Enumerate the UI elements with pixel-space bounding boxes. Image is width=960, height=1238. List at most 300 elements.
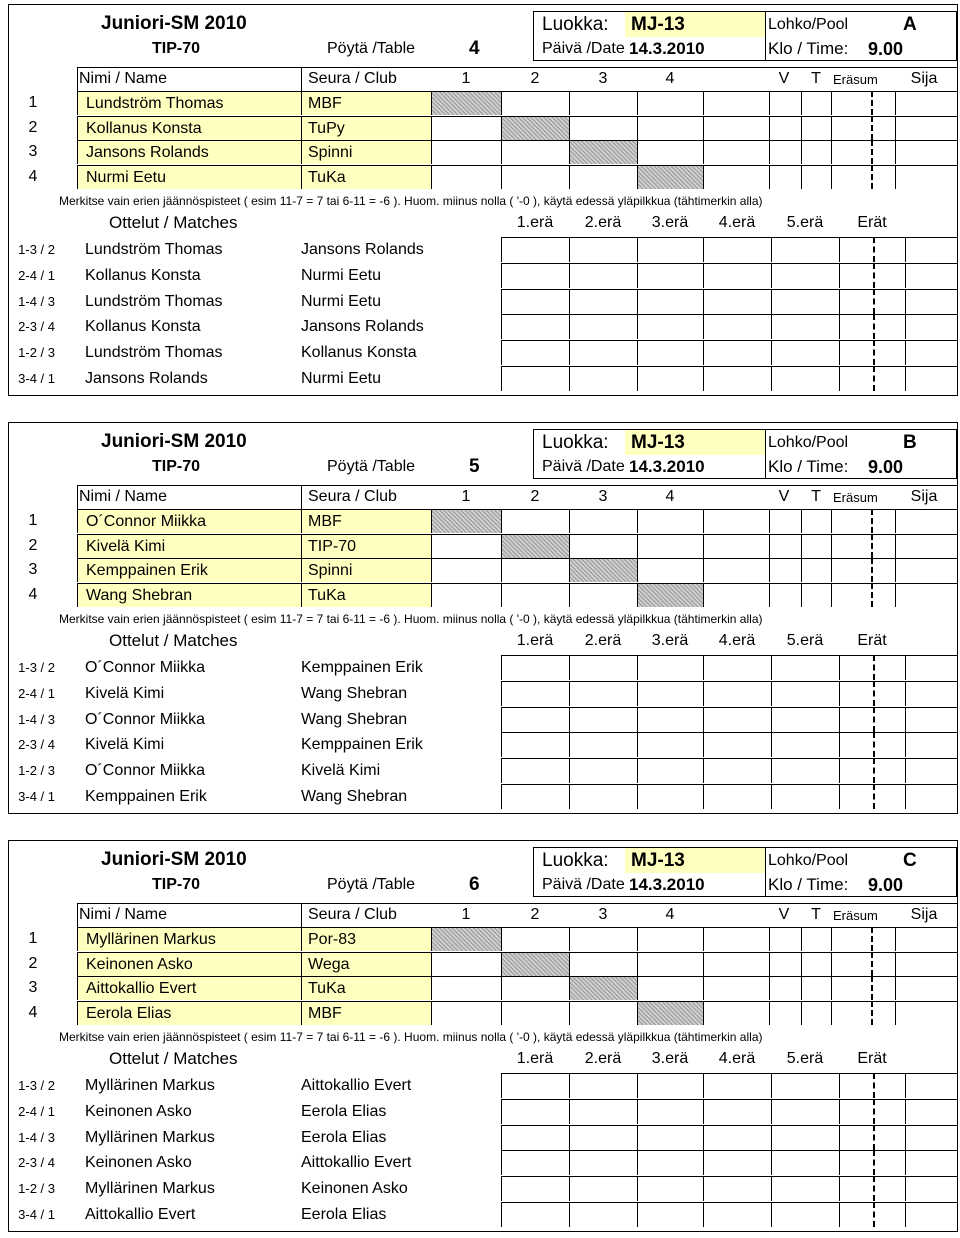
player-name[interactable]: Lundström Thomas	[77, 91, 301, 115]
date-value: 14.3.2010	[625, 455, 765, 479]
player-name[interactable]: Kemppainen Erik	[77, 558, 301, 582]
sets-lost-cell[interactable]	[873, 1202, 905, 1227]
set-score-cell[interactable]	[501, 732, 569, 757]
set-score-cell[interactable]	[637, 314, 703, 339]
sets-lost-cell[interactable]	[873, 340, 905, 365]
sets-lost-cell[interactable]	[873, 237, 905, 262]
sets-won-cell[interactable]	[839, 707, 873, 732]
losses-cell[interactable]	[801, 165, 831, 189]
sets-won-cell[interactable]	[839, 366, 873, 391]
class-value[interactable]: MJ-13	[625, 847, 765, 873]
blank-cell	[905, 1073, 957, 1098]
rank-cell[interactable]	[895, 952, 957, 976]
match-code: 3-4 / 1	[18, 789, 55, 804]
set-score-cell[interactable]	[501, 237, 569, 262]
set-score-cell[interactable]	[637, 784, 703, 809]
rank-cell[interactable]	[895, 1001, 957, 1025]
sets-won-cell[interactable]	[839, 1202, 873, 1227]
losses-cell[interactable]	[801, 534, 831, 558]
set-score-cell[interactable]	[569, 732, 637, 757]
set-score-cell[interactable]	[703, 1099, 771, 1124]
score-cell[interactable]	[501, 927, 569, 951]
score-cell[interactable]	[637, 140, 703, 164]
player-club[interactable]: Wega	[301, 952, 431, 976]
player-club[interactable]: TuKa	[301, 165, 431, 189]
score-cell[interactable]	[569, 952, 637, 976]
set-score-cell[interactable]	[637, 1150, 703, 1175]
sets-won-cell[interactable]	[839, 237, 873, 262]
set-score-cell[interactable]	[569, 289, 637, 314]
sets-lost-cell[interactable]	[873, 263, 905, 288]
set-score-cell[interactable]	[703, 1150, 771, 1175]
set-sum-for-cell[interactable]	[831, 1001, 871, 1025]
score-cell[interactable]	[501, 558, 569, 582]
match-row	[9, 784, 957, 809]
set-score-cell[interactable]	[703, 340, 771, 365]
class-label: Luokka:	[533, 429, 625, 455]
score-cell[interactable]	[501, 509, 569, 533]
blank-cell	[703, 534, 769, 558]
set-score-cell[interactable]	[703, 289, 771, 314]
set-score-cell[interactable]	[501, 289, 569, 314]
losses-cell[interactable]	[801, 116, 831, 140]
score-cell[interactable]	[501, 976, 569, 1000]
wins-cell[interactable]	[769, 165, 801, 189]
set-score-cell[interactable]	[501, 758, 569, 783]
sets-won-cell[interactable]	[839, 758, 873, 783]
match-code: 1-3 / 2	[18, 1078, 55, 1093]
set-sum-against-cell[interactable]	[871, 534, 895, 558]
set-score-cell[interactable]	[569, 237, 637, 262]
matches-header-row	[9, 211, 957, 235]
player-club[interactable]: TIP-70	[301, 534, 431, 558]
player-row	[9, 927, 957, 951]
set-sum-for-cell[interactable]	[831, 509, 871, 533]
player-name[interactable]: Kollanus Konsta	[77, 116, 301, 140]
player-row	[9, 116, 957, 140]
set-score-cell[interactable]	[771, 655, 839, 680]
set-sum-against-cell[interactable]	[871, 509, 895, 533]
losses-cell[interactable]	[801, 558, 831, 582]
wins-cell[interactable]	[769, 534, 801, 558]
set-score-cell[interactable]	[637, 1125, 703, 1150]
set-score-cell[interactable]	[569, 1099, 637, 1124]
set-score-cell[interactable]	[501, 1176, 569, 1201]
set-score-cell[interactable]	[703, 732, 771, 757]
sets-won-cell[interactable]	[839, 1099, 873, 1124]
player-number: 1	[28, 930, 38, 947]
time-label: Klo / Time:	[765, 873, 865, 897]
wins-cell[interactable]	[769, 91, 801, 115]
player-name[interactable]: Eerola Elias	[77, 1001, 301, 1025]
sets-lost-cell[interactable]	[873, 1099, 905, 1124]
note-row	[9, 192, 957, 210]
set-score-cell[interactable]	[569, 758, 637, 783]
match-player-2: Wang Shebran	[301, 684, 408, 702]
sets-won-cell[interactable]	[839, 732, 873, 757]
info-row	[9, 873, 957, 897]
score-cell[interactable]	[501, 91, 569, 115]
set-score-cell[interactable]	[771, 1176, 839, 1201]
set-sum-for-cell[interactable]	[831, 116, 871, 140]
blocked-score-cell	[637, 165, 703, 189]
player-club[interactable]: Por-83	[301, 927, 431, 951]
sets-won-cell[interactable]	[839, 1125, 873, 1150]
set-score-cell[interactable]	[637, 732, 703, 757]
set-score-cell[interactable]	[569, 340, 637, 365]
set-score-cell[interactable]	[501, 1073, 569, 1098]
set-sum-for-cell[interactable]	[831, 927, 871, 951]
set-sum-for-cell[interactable]	[831, 140, 871, 164]
class-value[interactable]: MJ-13	[625, 429, 765, 455]
set-score-cell[interactable]	[703, 681, 771, 706]
set-sum-against-cell[interactable]	[871, 976, 895, 1000]
score-cell[interactable]	[569, 583, 637, 607]
score-cell[interactable]	[431, 952, 501, 976]
rank-cell[interactable]	[895, 116, 957, 140]
sets-lost-cell[interactable]	[873, 707, 905, 732]
set-score-cell[interactable]	[771, 1125, 839, 1150]
set-score-cell[interactable]	[501, 681, 569, 706]
set-score-cell[interactable]	[637, 237, 703, 262]
score-cell[interactable]	[569, 509, 637, 533]
blocked-score-cell	[431, 91, 501, 115]
player-club[interactable]: MBF	[301, 91, 431, 115]
set-sum-for-cell[interactable]	[831, 534, 871, 558]
class-value[interactable]: MJ-13	[625, 11, 765, 37]
set-score-cell[interactable]	[771, 784, 839, 809]
player-club[interactable]: MBF	[301, 509, 431, 533]
set-score-cell[interactable]	[703, 366, 771, 391]
player-name[interactable]: Myllärinen Markus	[77, 927, 301, 951]
set-score-cell[interactable]	[637, 263, 703, 288]
set-score-cell[interactable]	[569, 1202, 637, 1227]
sets-won-cell[interactable]	[839, 314, 873, 339]
rank-cell[interactable]	[895, 509, 957, 533]
sets-won-cell[interactable]	[839, 1150, 873, 1175]
player-club[interactable]: TuKa	[301, 583, 431, 607]
losses-cell[interactable]	[801, 1001, 831, 1025]
set-score-cell[interactable]	[569, 263, 637, 288]
score-cell[interactable]	[637, 558, 703, 582]
set-sum-against-cell[interactable]	[871, 558, 895, 582]
set-score-cell[interactable]	[771, 732, 839, 757]
score-cell[interactable]	[501, 1001, 569, 1025]
losses-cell[interactable]	[801, 509, 831, 533]
losses-cell[interactable]	[801, 952, 831, 976]
player-name[interactable]: Keinonen Asko	[77, 952, 301, 976]
score-cell[interactable]	[637, 952, 703, 976]
rank-cell[interactable]	[895, 140, 957, 164]
losses-cell[interactable]	[801, 140, 831, 164]
match-player-2: Aittokallio Evert	[301, 1154, 412, 1172]
rank-cell[interactable]	[895, 534, 957, 558]
score-cell[interactable]	[637, 509, 703, 533]
score-cell[interactable]	[637, 116, 703, 140]
sets-lost-cell[interactable]	[873, 1125, 905, 1150]
sets-won-cell[interactable]	[839, 655, 873, 680]
set-sum-against-cell[interactable]	[871, 1001, 895, 1025]
set-score-cell[interactable]	[703, 1202, 771, 1227]
rank-cell[interactable]	[895, 558, 957, 582]
set-score-cell[interactable]	[501, 314, 569, 339]
score-cell[interactable]	[637, 91, 703, 115]
wins-cell[interactable]	[769, 509, 801, 533]
sets-lost-cell[interactable]	[873, 314, 905, 339]
player-club[interactable]: Spinni	[301, 558, 431, 582]
player-row	[9, 534, 957, 558]
score-cell[interactable]	[431, 558, 501, 582]
set-score-cell[interactable]	[569, 655, 637, 680]
class-label: Luokka:	[533, 11, 625, 37]
sets-won-cell[interactable]	[839, 1073, 873, 1098]
score-cell[interactable]	[431, 534, 501, 558]
set-score-cell[interactable]	[771, 289, 839, 314]
rank-cell[interactable]	[895, 91, 957, 115]
set-score-cell[interactable]	[771, 366, 839, 391]
sets-lost-cell[interactable]	[873, 1073, 905, 1098]
set-score-cell[interactable]	[637, 366, 703, 391]
set-score-cell[interactable]	[637, 707, 703, 732]
score-cell[interactable]	[431, 165, 501, 189]
rank-cell[interactable]	[895, 583, 957, 607]
losses-cell[interactable]	[801, 583, 831, 607]
set-score-cell[interactable]	[771, 1099, 839, 1124]
set-score-cell[interactable]	[501, 1150, 569, 1175]
set-score-cell[interactable]	[637, 758, 703, 783]
set-score-cell[interactable]	[569, 707, 637, 732]
sets-won-cell[interactable]	[839, 263, 873, 288]
set-score-cell[interactable]	[501, 655, 569, 680]
set-sum-against-cell[interactable]	[871, 165, 895, 189]
sets-won-cell[interactable]	[839, 289, 873, 314]
set-score-cell[interactable]	[703, 655, 771, 680]
name-col-header: Nimi / Name	[79, 488, 168, 505]
set-score-cell[interactable]	[569, 1073, 637, 1098]
wins-cell[interactable]	[769, 558, 801, 582]
sets-won-cell[interactable]	[839, 784, 873, 809]
set-sum-for-cell[interactable]	[831, 976, 871, 1000]
set-sum-for-cell[interactable]	[831, 165, 871, 189]
set-score-cell[interactable]	[771, 758, 839, 783]
sets-lost-cell[interactable]	[873, 655, 905, 680]
set-sum-against-cell[interactable]	[871, 927, 895, 951]
losses-cell[interactable]	[801, 927, 831, 951]
sets-lost-cell[interactable]	[873, 784, 905, 809]
match-player-1: Myllärinen Markus	[85, 1128, 215, 1146]
t-col: T	[811, 488, 821, 505]
losses-cell[interactable]	[801, 91, 831, 115]
sets-won-cell[interactable]	[839, 1176, 873, 1201]
set-score-cell[interactable]	[771, 1073, 839, 1098]
set-score-cell[interactable]	[637, 681, 703, 706]
set-score-cell[interactable]	[703, 1125, 771, 1150]
rank-cell[interactable]	[895, 165, 957, 189]
set-sum-for-cell[interactable]	[831, 91, 871, 115]
rank-cell[interactable]	[895, 927, 957, 951]
name-col-header: Nimi / Name	[79, 906, 168, 923]
wins-cell[interactable]	[769, 976, 801, 1000]
set-score-cell[interactable]	[501, 340, 569, 365]
set-score-cell[interactable]	[703, 707, 771, 732]
player-name[interactable]: Jansons Rolands	[77, 140, 301, 164]
set-score-cell[interactable]	[771, 1202, 839, 1227]
set-score-cell[interactable]	[569, 366, 637, 391]
set-score-cell[interactable]	[637, 340, 703, 365]
set-score-cell[interactable]	[771, 1150, 839, 1175]
match-row	[9, 340, 957, 365]
set-score-cell[interactable]	[501, 1202, 569, 1227]
player-club[interactable]: MBF	[301, 1001, 431, 1025]
set-score-cell[interactable]	[703, 784, 771, 809]
match-player-1: Aittokallio Evert	[85, 1206, 196, 1223]
set-sum-for-cell[interactable]	[831, 583, 871, 607]
set-score-cell[interactable]	[703, 1073, 771, 1098]
wins-cell[interactable]	[769, 583, 801, 607]
score-cell[interactable]	[569, 116, 637, 140]
set3-col: 3.erä	[651, 214, 689, 231]
player-name[interactable]: Aittokallio Evert	[77, 976, 301, 1000]
set-sum-for-cell[interactable]	[831, 952, 871, 976]
set-score-cell[interactable]	[569, 1176, 637, 1201]
set-score-cell[interactable]	[501, 1099, 569, 1124]
player-row	[9, 558, 957, 582]
info-row	[9, 455, 957, 479]
set-score-cell[interactable]	[771, 237, 839, 262]
set-score-cell[interactable]	[637, 655, 703, 680]
losses-cell[interactable]	[801, 976, 831, 1000]
time-label: Klo / Time:	[765, 37, 865, 61]
set-score-cell[interactable]	[771, 340, 839, 365]
player-row	[9, 976, 957, 1000]
set-score-cell[interactable]	[637, 1099, 703, 1124]
set-score-cell[interactable]	[569, 681, 637, 706]
match-row	[9, 1073, 957, 1098]
col-3: 3	[598, 70, 608, 87]
score-cell[interactable]	[569, 1001, 637, 1025]
set-score-cell[interactable]	[637, 289, 703, 314]
score-cell[interactable]	[637, 976, 703, 1000]
set-score-cell[interactable]	[569, 1125, 637, 1150]
player-row	[9, 91, 957, 115]
set-sum-against-cell[interactable]	[871, 116, 895, 140]
set-score-cell[interactable]	[703, 758, 771, 783]
pool-value: A	[875, 11, 957, 37]
set-score-cell[interactable]	[637, 1176, 703, 1201]
score-cell[interactable]	[569, 91, 637, 115]
player-club[interactable]: TuPy	[301, 116, 431, 140]
match-player-2: Aittokallio Evert	[301, 1077, 412, 1094]
set-score-cell[interactable]	[703, 314, 771, 339]
set-score-cell[interactable]	[501, 366, 569, 391]
wins-cell[interactable]	[769, 927, 801, 951]
set-sum-against-cell[interactable]	[871, 583, 895, 607]
score-cell[interactable]	[431, 583, 501, 607]
score-cell[interactable]	[431, 1001, 501, 1025]
note-row	[9, 1028, 957, 1046]
score-cell[interactable]	[501, 140, 569, 164]
wins-cell[interactable]	[769, 1001, 801, 1025]
match-row	[9, 681, 957, 706]
player-name[interactable]: Kivelä Kimi	[77, 534, 301, 558]
set-score-cell[interactable]	[637, 1073, 703, 1098]
wins-cell[interactable]	[769, 116, 801, 140]
set-sum-against-cell[interactable]	[871, 140, 895, 164]
set-score-cell[interactable]	[703, 237, 771, 262]
match-player-1: Kollanus Konsta	[85, 318, 201, 336]
sets-lost-cell[interactable]	[873, 681, 905, 706]
score-cell[interactable]	[501, 583, 569, 607]
set-score-cell[interactable]	[569, 784, 637, 809]
score-cell[interactable]	[431, 976, 501, 1000]
sets-lost-cell[interactable]	[873, 366, 905, 391]
blank-cell	[905, 681, 957, 706]
score-cell[interactable]	[431, 116, 501, 140]
player-name[interactable]: O´Connor Miikka	[77, 509, 301, 533]
score-cell[interactable]	[569, 927, 637, 951]
sets-lost-cell[interactable]	[873, 289, 905, 314]
score-cell[interactable]	[501, 165, 569, 189]
set-score-cell[interactable]	[771, 314, 839, 339]
set-sum-against-cell[interactable]	[871, 952, 895, 976]
sets-won-cell[interactable]	[839, 681, 873, 706]
sets-total-col: Erät	[857, 1050, 887, 1067]
match-row	[9, 732, 957, 757]
set-score-cell[interactable]	[569, 314, 637, 339]
set-score-cell[interactable]	[703, 1176, 771, 1201]
score-cell[interactable]	[569, 165, 637, 189]
set-score-cell[interactable]	[771, 263, 839, 288]
set-score-cell[interactable]	[771, 681, 839, 706]
t-col: T	[811, 70, 821, 87]
rank-col: Sija	[910, 906, 938, 923]
set-score-cell[interactable]	[501, 1125, 569, 1150]
set-score-cell[interactable]	[703, 263, 771, 288]
set-score-cell[interactable]	[501, 784, 569, 809]
set-score-cell[interactable]	[569, 1150, 637, 1175]
sets-won-cell[interactable]	[839, 340, 873, 365]
set-sum-against-cell[interactable]	[871, 91, 895, 115]
set-score-cell[interactable]	[637, 1202, 703, 1227]
blank-cell	[703, 583, 769, 607]
wins-cell[interactable]	[769, 952, 801, 976]
score-cell[interactable]	[569, 534, 637, 558]
sets-lost-cell[interactable]	[873, 1150, 905, 1175]
player-row	[9, 583, 957, 607]
sets-lost-cell[interactable]	[873, 1176, 905, 1201]
title-row	[9, 847, 957, 873]
score-cell[interactable]	[431, 140, 501, 164]
player-club[interactable]: TuKa	[301, 976, 431, 1000]
set-sum-for-cell[interactable]	[831, 558, 871, 582]
score-cell[interactable]	[637, 534, 703, 558]
match-player-1: Keinonen Asko	[85, 1102, 192, 1120]
set5-col: 5.erä	[786, 632, 824, 649]
match-row	[9, 655, 957, 680]
set1-col: 1.erä	[516, 632, 554, 649]
player-name[interactable]: Wang Shebran	[77, 583, 301, 607]
set-score-cell[interactable]	[771, 707, 839, 732]
sets-lost-cell[interactable]	[873, 758, 905, 783]
wins-cell[interactable]	[769, 140, 801, 164]
player-club[interactable]: Spinni	[301, 140, 431, 164]
player-name[interactable]: Nurmi Eetu	[77, 165, 301, 189]
score-cell[interactable]	[637, 927, 703, 951]
set-score-cell[interactable]	[501, 263, 569, 288]
sets-lost-cell[interactable]	[873, 732, 905, 757]
rank-cell[interactable]	[895, 976, 957, 1000]
set-score-cell[interactable]	[501, 707, 569, 732]
